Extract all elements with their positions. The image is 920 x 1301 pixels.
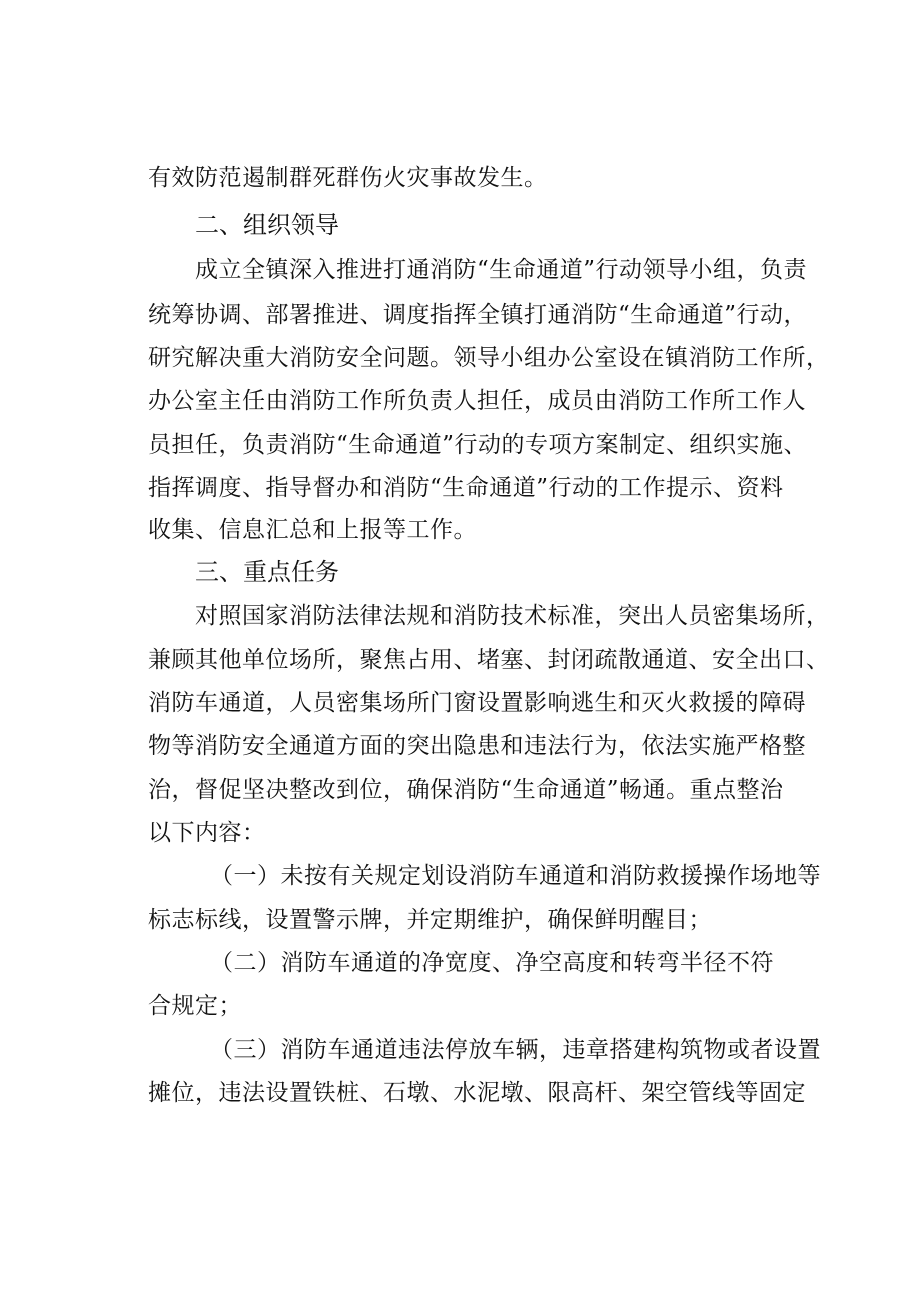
list-item-line: （一）未按有关规定划设消防车通道和消防救援操作场地等: [210, 863, 821, 889]
paragraph-line: 员担任，负责消防“生命通道”行动的专项方案制定、组织实施、: [148, 432, 808, 458]
paragraph-line: 有效防范遏制群死群伤火灾事故发生。: [148, 165, 548, 191]
list-item-line: 标志标线，设置警示牌，并定期维护，确保鲜明醒目；: [148, 907, 712, 933]
paragraph-line: 兼顾其他单位场所，聚焦占用、堵塞、封闭疏散通道、安全出口、: [148, 647, 830, 673]
paragraph-line: 成立全镇深入推进打通消防“生命通道”行动领导小组，负责: [195, 257, 808, 283]
list-item-line: 摊位，违法设置铁桩、石墩、水泥墩、限高杆、架空管线等固定: [148, 1080, 806, 1106]
paragraph-line: 对照国家消防法律法规和消防技术标准，突出人员密集场所，: [195, 603, 830, 629]
paragraph-line: 治，督促坚决整改到位，确保消防“生命通道”畅通。重点整治: [148, 777, 784, 803]
paragraph-line: 以下内容：: [148, 820, 266, 846]
paragraph-line: 消防车通道，人员密集场所门窗设置影响逃生和灭火救援的障碍: [148, 690, 806, 716]
paragraph-line: 统筹协调、部署推进、调度指挥全镇打通消防“生命通道”行动，: [148, 302, 808, 328]
paragraph-line: 物等消防安全通道方面的突出隐患和违法行为，依法实施严格整: [148, 733, 806, 759]
list-item-line: （三）消防车通道违法停放车辆，违章搭建构筑物或者设置: [210, 1037, 821, 1063]
section-heading: 三、重点任务: [195, 558, 339, 586]
section-heading: 二、组织领导: [195, 211, 339, 239]
list-item-line: 合规定；: [148, 993, 242, 1019]
paragraph-line: 收集、信息汇总和上报等工作。: [148, 517, 477, 543]
list-item-line: （二）消防车通道的净宽度、净空高度和转弯半径不符: [210, 950, 774, 976]
paragraph-line: 办公室主任由消防工作所负责人担任，成员由消防工作所工作人: [148, 388, 806, 414]
paragraph-line: 指挥调度、指导督办和消防“生命通道”行动的工作提示、资料: [148, 475, 784, 501]
paragraph-line: 研究解决重大消防安全问题。领导小组办公室设在镇消防工作所，: [148, 345, 830, 371]
